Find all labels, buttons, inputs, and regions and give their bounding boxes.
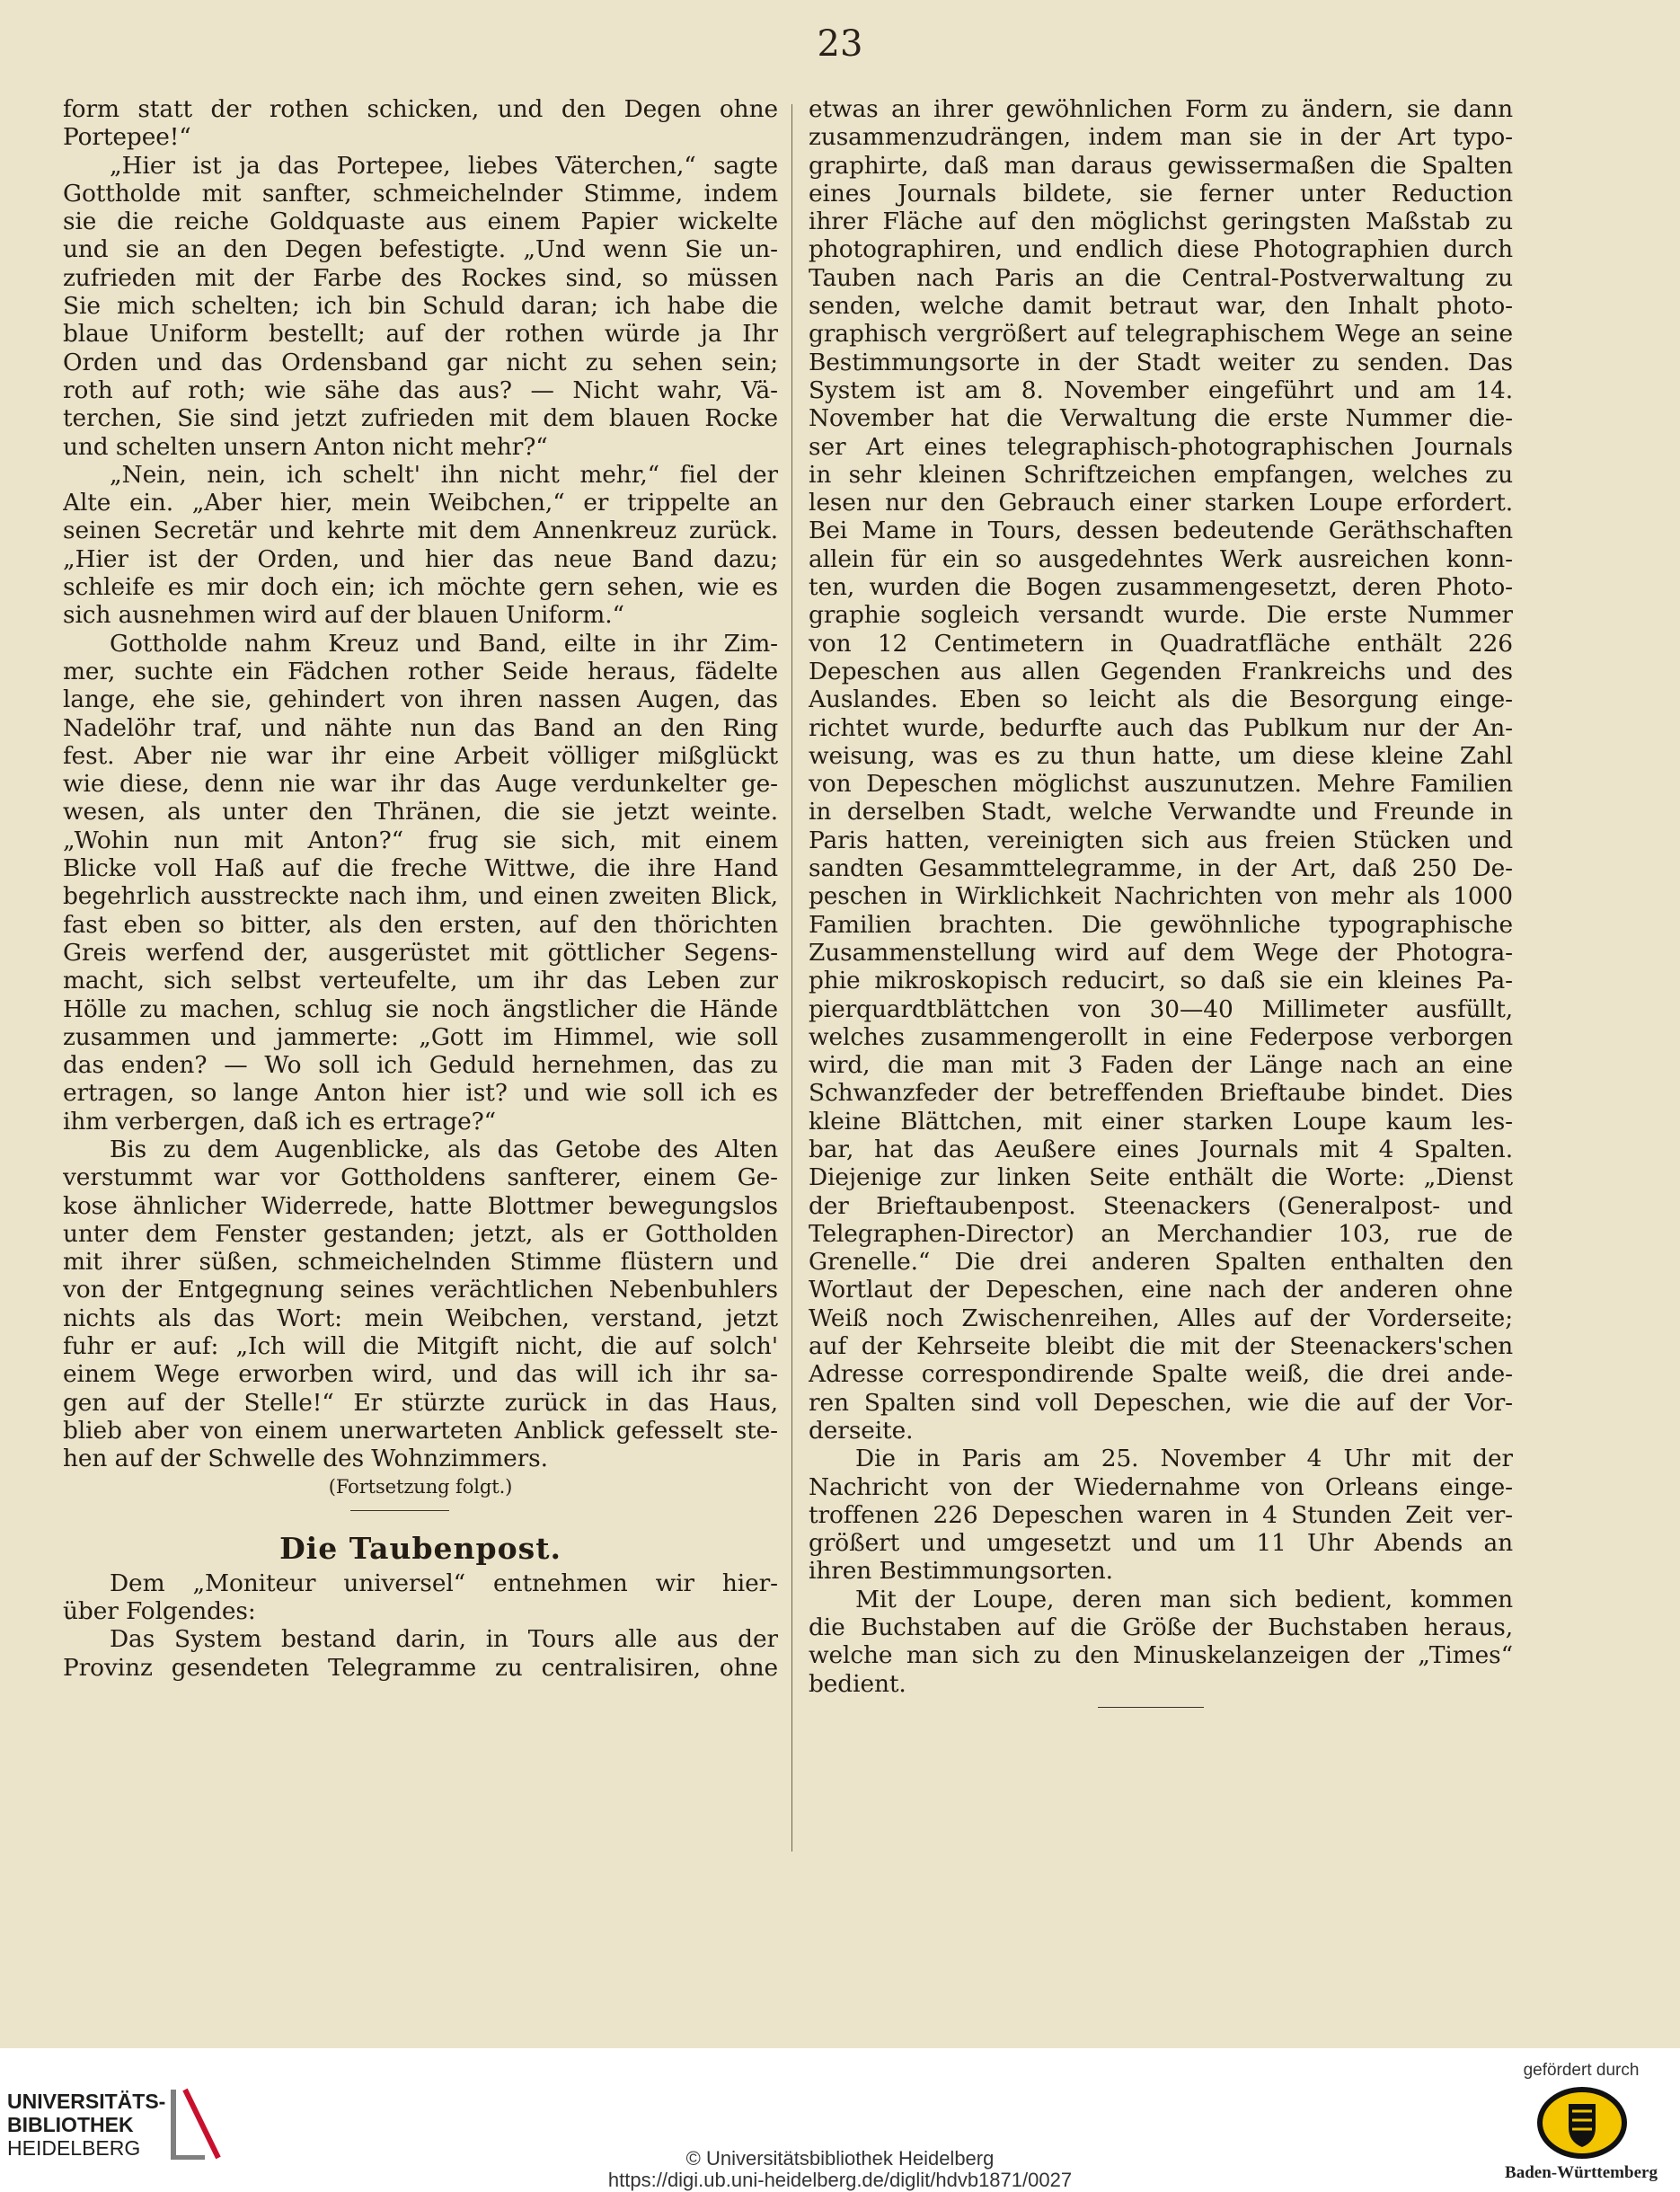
- text-line: terchen, Sie sind jetzt zufrieden mit dem blauen Rocke: [63, 404, 778, 433]
- text-line: graphirte, daß man daraus gewissermaßen die Spalten: [809, 151, 1513, 180]
- text-line: kleine Blättchen, mit einer starken Loupe kaum les-: [809, 1107, 1513, 1136]
- text-line: Alte ein. „Aber hier, mein Weibchen,“ er trippelte an: [63, 489, 778, 517]
- text-line: „Hier ist ja das Portepee, liebes Väterchen,“ sagte: [110, 151, 778, 180]
- text-line: Nachricht von der Wiedernahme von Orleans einge-: [809, 1472, 1513, 1501]
- text-line: der Brieftaubenpost. Steenackers (Generalpost- und: [809, 1191, 1513, 1220]
- text-line: schleife es mir doch ein; ich möchte gern sehen, wie es: [63, 573, 778, 602]
- text-line: größert und umgesetzt und um 11 Uhr Abends an: [809, 1529, 1513, 1558]
- text-line: „Wohin nun mit Anton?“ frug sie sich, mit einem: [63, 826, 778, 854]
- text-line: Telegraphen-Director) an Merchandier 103, rue de: [809, 1219, 1513, 1248]
- text-line: wesen, als unter den Thränen, die sie jetzt weinte.: [63, 798, 778, 826]
- continuation-note: (Fortsetzung folgt.): [328, 1475, 513, 1498]
- library-name-line2: BIBLIOTHEK: [7, 2113, 134, 2136]
- text-line: zufrieden mit der Farbe des Rockes sind, so müssen: [63, 263, 778, 292]
- text-line: bedient.: [809, 1669, 906, 1698]
- text-line: das enden? — Wo soll ich Geduld hernehmen, das zu: [63, 1051, 778, 1080]
- text-line: phie mikroskopisch reducirt, so daß sie ein kleines Pa-: [809, 967, 1513, 995]
- text-line: „Hier ist der Orden, und hier das neue Band dazu;: [63, 544, 778, 573]
- text-line: welche man sich zu den Minuskelanzeigen der „Times“: [809, 1641, 1513, 1670]
- text-line: sich ausnehmen wird auf der blauen Uniform.“: [63, 601, 624, 630]
- text-line: photographiren, und endlich diese Photographien durch: [809, 235, 1513, 264]
- text-line: von 12 Centimetern in Quadratfläche enthält 226: [809, 629, 1513, 658]
- text-line: Gottholde nahm Kreuz und Band, eilte in ihr Zim-: [110, 629, 778, 658]
- text-line: ihrer Fläche auf den möglichst geringsten Maßstab zu: [809, 208, 1513, 236]
- text-line: Bestimmungsorte in der Stadt weiter zu senden. Das: [809, 348, 1513, 376]
- text-line: eines Journals bildete, sie ferner unter Reduction: [809, 179, 1513, 208]
- text-line: Das System bestand darin, in Tours alle aus der: [110, 1625, 778, 1654]
- text-line: fuhr er auf: „Ich will die Mitgift nicht, die auf solch': [63, 1332, 778, 1361]
- text-line: richtet wurde, bedurfte auch das Publkum nur der An-: [809, 713, 1513, 742]
- text-line: zusammen und jammerte: „Gott im Himmel, wie soll: [63, 1022, 778, 1051]
- text-line: begehrlich ausstreckte nach ihm, und einen zweiten Blick,: [63, 882, 778, 911]
- text-line: mer, suchte ein Fädchen rother Seide heraus, fädelte: [63, 657, 778, 685]
- text-line: Bis zu dem Augenblicke, als das Getobe des Alten: [110, 1135, 778, 1163]
- text-line: Familien brachten. Die gewöhnliche typographische: [809, 910, 1513, 939]
- text-line: sandten Gesammttelegramme, in der Art, daß 250 De-: [809, 854, 1513, 883]
- right-column: [809, 95, 1513, 1725]
- text-line: von der Entgegnung seines verächtlichen Nebenbuhlers: [63, 1276, 778, 1304]
- text-line: Orden und das Ordensband gar nicht zu sehen sein;: [63, 348, 778, 376]
- text-line: Grenelle.“ Die drei anderen Spalten enthalten den: [809, 1248, 1513, 1277]
- text-line: System ist am 8. November eingeführt und am 14.: [809, 376, 1513, 404]
- text-line: Schwanzfeder der betreffenden Brieftaube bindet. Dies: [809, 1079, 1513, 1108]
- text-line: unter dem Fenster gestanden; jetzt, als er Gottholden: [63, 1219, 778, 1248]
- library-name-line1: UNIVERSITÄTS-: [7, 2090, 166, 2113]
- text-line: Nadelöhr traf, und nähte nun das Band an den Ring: [63, 713, 778, 742]
- text-line: Greis werfend der, ausgerüstet mit göttlicher Segens-: [63, 938, 778, 967]
- text-line: die Buchstaben auf die Größe der Buchstaben heraus,: [809, 1613, 1513, 1642]
- text-line: einem Wege erworben wird, und das will ich ihr sa-: [63, 1360, 778, 1389]
- text-line: Dem „Moniteur universel“ entnehmen wir hier-: [110, 1569, 778, 1597]
- text-line: derseite.: [809, 1416, 914, 1445]
- copyright-notice: © Universitätsbibliothek Heidelberg: [685, 2147, 995, 2170]
- text-line: mit ihrer süßen, schmeichelnden Stimme flüstern und: [63, 1248, 778, 1277]
- column-divider: [791, 104, 792, 1852]
- text-line: ten, wurden die Bogen zusammengesetzt, deren Photo-: [809, 573, 1513, 602]
- text-line: ihren Bestimmungsorten.: [809, 1557, 1113, 1586]
- text-line: Sie mich schelten; ich bin Schuld daran; ich habe die: [63, 292, 778, 321]
- text-line: Diejenige zur linken Seite enthält die Worte: „Dienst: [809, 1163, 1513, 1192]
- text-line: blaue Uniform bestellt; auf der rothen würde ja Ihr: [63, 320, 778, 349]
- page-number: 23: [817, 23, 863, 65]
- text-line: welches zusammengerollt in eine Federpose verborgen: [809, 1022, 1513, 1051]
- text-line: auf der Kehrseite bleibt die mit der Steenackers'schen: [809, 1332, 1513, 1361]
- text-line: weisung, was es zu thun hatte, um diese kleine Zahl: [809, 741, 1513, 770]
- left-column: [63, 95, 778, 1682]
- text-line: Depeschen aus allen Gegenden Frankreichs und des: [809, 657, 1513, 685]
- text-line: Bei Mame in Tours, dessen bedeutende Geräthschaften: [809, 517, 1513, 545]
- permalink[interactable]: https://digi.ub.uni-heidelberg.de/diglit/hdvb1871/0027: [607, 2169, 1073, 2191]
- text-line: Zusammenstellung wird auf dem Wege der Photogra-: [809, 938, 1513, 967]
- text-line: pierquardtblättchen von 30—40 Millimeter ausfüllt,: [809, 994, 1513, 1023]
- sponsor-label: gefördert durch: [1523, 2061, 1640, 2080]
- text-line: nichts als das Wort: mein Weibchen, verstand, jetzt: [63, 1304, 778, 1332]
- text-line: ihm verbergen, daß ich es ertrage?“: [63, 1107, 497, 1136]
- text-line: lange, ehe sie, gehindert von ihren nassen Augen, das: [63, 685, 778, 714]
- text-line: lesen nur den Gebrauch einer starken Loupe erfordert.: [809, 489, 1513, 517]
- text-line: zusammenzudrängen, indem man sie in der Art typo-: [809, 123, 1513, 152]
- text-line: Hölle zu machen, schlug sie noch ängstlicher die Hände: [63, 994, 778, 1023]
- text-line: seinen Secretär und kehrte mit dem Annenkreuz zurück.: [63, 517, 778, 545]
- text-line: und sie an den Degen befestigte. „Und wenn Sie un-: [63, 235, 778, 264]
- section-divider: [63, 1501, 778, 1528]
- text-line: November hat die Verwaltung die erste Nummer die-: [809, 404, 1513, 433]
- text-line: allein für ein so ausgedehntes Werk ausreichen konn-: [809, 544, 1513, 573]
- text-line: graphie sogleich versandt wurde. Die erste Nummer: [809, 601, 1513, 630]
- text-line: „Nein, nein, ich schelt' ihn nicht mehr,“ fiel der: [110, 460, 778, 489]
- text-line: wie diese, denn nie war ihr das Auge verdunkelter ge-: [63, 770, 778, 799]
- text-line: Tauben nach Paris an die Central-Postverwaltung zu: [809, 263, 1513, 292]
- text-line: fest. Aber nie war ihr eine Arbeit völliger mißglückt: [63, 741, 778, 770]
- text-line: hen auf der Schwelle des Wohnzimmers.: [63, 1445, 548, 1473]
- text-line: troffenen 226 Depeschen waren in 4 Stunden Zeit ver-: [809, 1500, 1513, 1529]
- text-line: Wortlaut der Depeschen, eine nach der anderen ohne: [809, 1276, 1513, 1304]
- text-line: ertragen, so lange Anton hier ist? und wie soll ich es: [63, 1079, 778, 1108]
- text-line: Die in Paris am 25. November 4 Uhr mit der: [855, 1445, 1513, 1473]
- text-line: peschen in Wirklichkeit Nachrichten von mehr als 1000: [809, 882, 1513, 911]
- text-line: ser Art eines telegraphisch-photographischen Journals: [809, 432, 1513, 461]
- sponsor-name: Baden-Württemberg: [1505, 2163, 1658, 2182]
- text-line: fast eben so bitter, als den ersten, auf den thörichten: [63, 910, 778, 939]
- text-line: graphisch vergrößert auf telegraphischem Wege an seine: [809, 320, 1513, 349]
- text-line: Weiß noch Zwischenreihen, Alles auf der Vorderseite;: [809, 1304, 1513, 1332]
- library-name-line3: HEIDELBERG: [7, 2136, 141, 2160]
- text-line: verstummt war vor Gottholdens sanfterer, einem Ge-: [63, 1163, 778, 1192]
- text-line: Portepee!“: [63, 123, 191, 152]
- text-line: Adresse correspondirende Spalte weiß, die drei ande-: [809, 1360, 1513, 1389]
- text-line: Provinz gesendeten Telegramme zu centralisiren, ohne: [63, 1653, 778, 1682]
- text-line: macht, sich selbst verteufelte, um ihr das Leben zur: [63, 967, 778, 995]
- article-heading: Die Taubenpost.: [279, 1530, 561, 1566]
- text-line: von Depeschen möglichst auszunutzen. Mehre Familien: [809, 770, 1513, 799]
- text-line: bar, hat das Aeußere eines Journals mit 4 Spalten.: [809, 1135, 1513, 1163]
- text-line: in derselben Stadt, welche Verwandte und Freunde in: [809, 798, 1513, 826]
- baden-wuerttemberg-seal-icon[interactable]: [1534, 2084, 1630, 2161]
- text-line: Blicke voll Haß auf die freche Wittwe, die ihre Hand: [63, 854, 778, 883]
- text-line: Mit der Loupe, deren man sich bedient, kommen: [855, 1585, 1513, 1613]
- text-line: etwas an ihrer gewöhnlichen Form zu ändern, sie dann: [809, 95, 1513, 123]
- text-line: Gottholde mit sanfter, schmeichelnder Stimme, indem: [63, 179, 778, 208]
- text-line: ren Spalten sind voll Depeschen, wie die auf der Vor-: [809, 1388, 1513, 1417]
- footer: [0, 2048, 1680, 2189]
- text-line: in sehr kleinen Schriftzeichen empfangen, welches zu: [809, 460, 1513, 489]
- text-line: über Folgendes:: [63, 1597, 256, 1626]
- text-line: form statt der rothen schicken, und den Degen ohne: [63, 95, 778, 123]
- text-line: wird, die man mit 3 Faden der Länge nach an eine: [809, 1051, 1513, 1080]
- text-line: gen auf der Stelle!“ Er stürzte zurück in das Haus,: [63, 1388, 778, 1417]
- text-line: roth auf roth; wie sähe das aus? — Nicht wahr, Vä-: [63, 376, 778, 404]
- text-line: kose ähnlicher Widerrede, hatte Blottmer bewegungslos: [63, 1191, 778, 1220]
- text-line: senden, welche damit betraut war, den Inhalt photo-: [809, 292, 1513, 321]
- text-line: sie die reiche Goldquaste aus einem Papier wickelte: [63, 208, 778, 236]
- text-line: Paris hatten, vereinigten sich aus freien Stücken und: [809, 826, 1513, 854]
- text-line: und schelten unsern Anton nicht mehr?“: [63, 432, 548, 461]
- text-line: Auslandes. Eben so leicht als die Besorgung einge-: [809, 685, 1513, 714]
- text-line: blieb aber von einem unerwarteten Anblick gefesselt ste-: [63, 1416, 778, 1445]
- section-divider: [809, 1698, 1513, 1725]
